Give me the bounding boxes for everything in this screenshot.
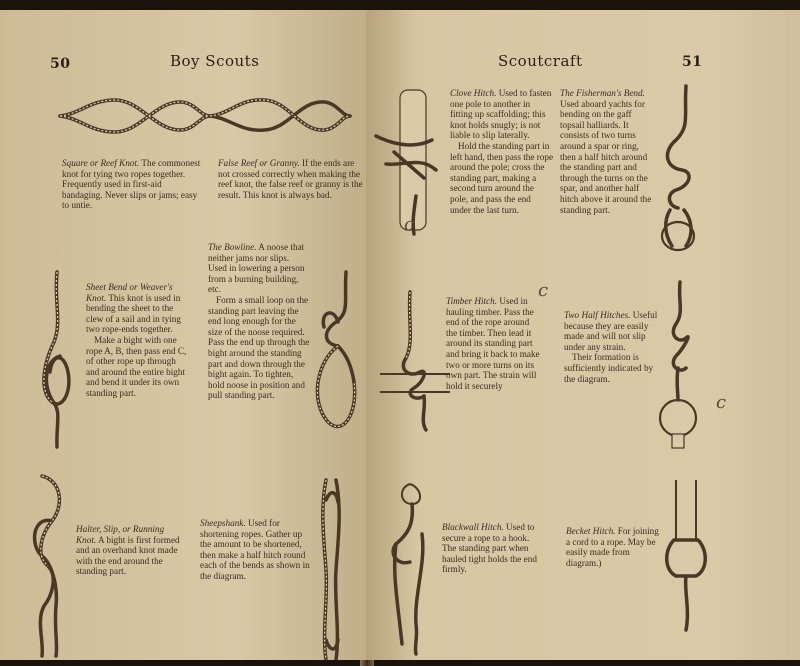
knot-title: Blackwall Hitch. xyxy=(442,522,504,532)
knot-becket-hitch xyxy=(566,526,660,568)
knot-body: If the ends are not crossed correctly when making the reef knot, the false reef or granny is the result. This knot is always bad. xyxy=(218,158,363,200)
knot-bowline xyxy=(208,242,310,401)
fishermans-bend-diagram xyxy=(650,86,706,256)
knot-granny xyxy=(218,158,368,200)
knot-body: Used aboard yachts for bending on the gaff topsail halliards. It consists of two turns around a spar or ring, then a half hitch around the standing part and through the turns on the spar, and another half hitch above it around the standing part. xyxy=(560,98,652,215)
knot-sheepshank xyxy=(200,518,310,582)
reef-knot-diagram xyxy=(60,90,210,140)
knot-body: Useful because they are easily made and will not slip under any strain. xyxy=(564,310,658,352)
bowline-diagram xyxy=(306,272,362,452)
pencil-mark: c xyxy=(716,392,727,413)
becket-hitch-diagram xyxy=(656,480,716,630)
sheepshank-diagram xyxy=(316,480,346,660)
knot-timber-hitch xyxy=(446,296,540,391)
knot-title: Timber Hitch. xyxy=(446,296,498,306)
timber-hitch-diagram xyxy=(380,292,450,432)
knot-body: The commonest knot for tying two ropes together. Frequently used in first-aid bandaging. Never slips or jams; easy to untie. xyxy=(62,158,201,211)
left-page xyxy=(0,10,392,660)
knot-body: This knot is used in bending the sheet to the clew of a sail and in tying two rope-ends together. xyxy=(86,292,181,335)
knot-instructions: Hold the standing part in left hand, then pass the rope around the pole; cross the standing part, making a second turn around the pole, and pass the end under the last turn. xyxy=(450,140,554,215)
knot-body: Used for shortening ropes. Gather up the amount to be shortened, then make a half hitch round each of the bends as shown in the diagram. xyxy=(200,518,310,581)
knot-body: For joining a cord to a rope. May be easily made from diagram.) xyxy=(566,526,659,568)
knot-title: Sheepshank. xyxy=(200,518,246,528)
knot-instructions: Form a small loop on the standing part leaving the end long enough for the size of the noose required. Pass the end up through the bight around the standing part and down through the bight again. To tighten, hold noose in position and pull standing part. xyxy=(208,294,310,401)
two-half-hitches-diagram xyxy=(654,282,704,452)
running-head-left: Boy Scouts xyxy=(170,52,260,70)
knot-title: Sheet Bend or Weaver's Knot. xyxy=(86,282,173,303)
knot-fishermans-bend xyxy=(560,88,656,215)
knot-body: Used to secure a rope to a hook. The standing part when hauled tight holds the end firmly. xyxy=(442,522,537,575)
knot-title: False Reef or Granny. xyxy=(218,158,300,168)
knot-title: Clove Hitch. xyxy=(450,88,497,98)
knot-clove-hitch xyxy=(450,88,554,215)
page-number-right: 51 xyxy=(682,54,703,70)
knot-instructions: Their formation is sufficiently indicated by the diagram. xyxy=(564,352,654,384)
knot-title: The Fisherman's Bend. xyxy=(560,88,645,98)
knot-title: Square or Reef Knot. xyxy=(62,158,140,168)
knot-body: A bight is first formed and an overhand knot made with the end around the standing part. xyxy=(76,534,180,577)
pencil-mark: c xyxy=(404,214,415,235)
halter-knot-diagram xyxy=(22,476,72,656)
running-head-right: Scoutcraft xyxy=(498,52,583,70)
sheet-bend-diagram xyxy=(32,272,82,452)
knot-title: Halter, Slip, or Running Knot. xyxy=(76,524,165,545)
knot-blackwall-hitch xyxy=(442,522,542,575)
knot-title: Becket Hitch. xyxy=(566,526,616,536)
knot-instructions: Make a bight with one rope A, B, then pass end C, of other rope up through and around the entire bight and bend it under its own standing part. xyxy=(86,334,187,398)
knot-halter xyxy=(76,524,180,577)
blackwall-hitch-diagram xyxy=(384,474,444,654)
pencil-mark: c xyxy=(538,280,549,301)
knot-title: The Bowline. xyxy=(208,242,257,252)
knot-body: A noose that neither jams nor slips. Used in lowering a person from a burning building, etc. xyxy=(208,242,305,295)
right-page xyxy=(366,10,800,660)
page-number-left: 50 xyxy=(50,56,71,72)
knot-sheet-bend xyxy=(86,282,190,399)
knot-body: Used in hauling timber. Pass the end of the rope around the timber. Then lead it around its standing part and bring it back to make two or more turns on its own part. The strain will hold it securely xyxy=(446,296,540,391)
knot-square-reef xyxy=(62,158,204,211)
knot-two-half-hitches xyxy=(564,310,660,384)
knot-body: Used to fasten one pole to another in fitting up scaffolding; this knot holds snugly; is not liable to slip laterally. xyxy=(450,88,552,141)
knot-title: Two Half Hitches. xyxy=(564,310,631,320)
granny-knot-diagram xyxy=(210,92,350,142)
